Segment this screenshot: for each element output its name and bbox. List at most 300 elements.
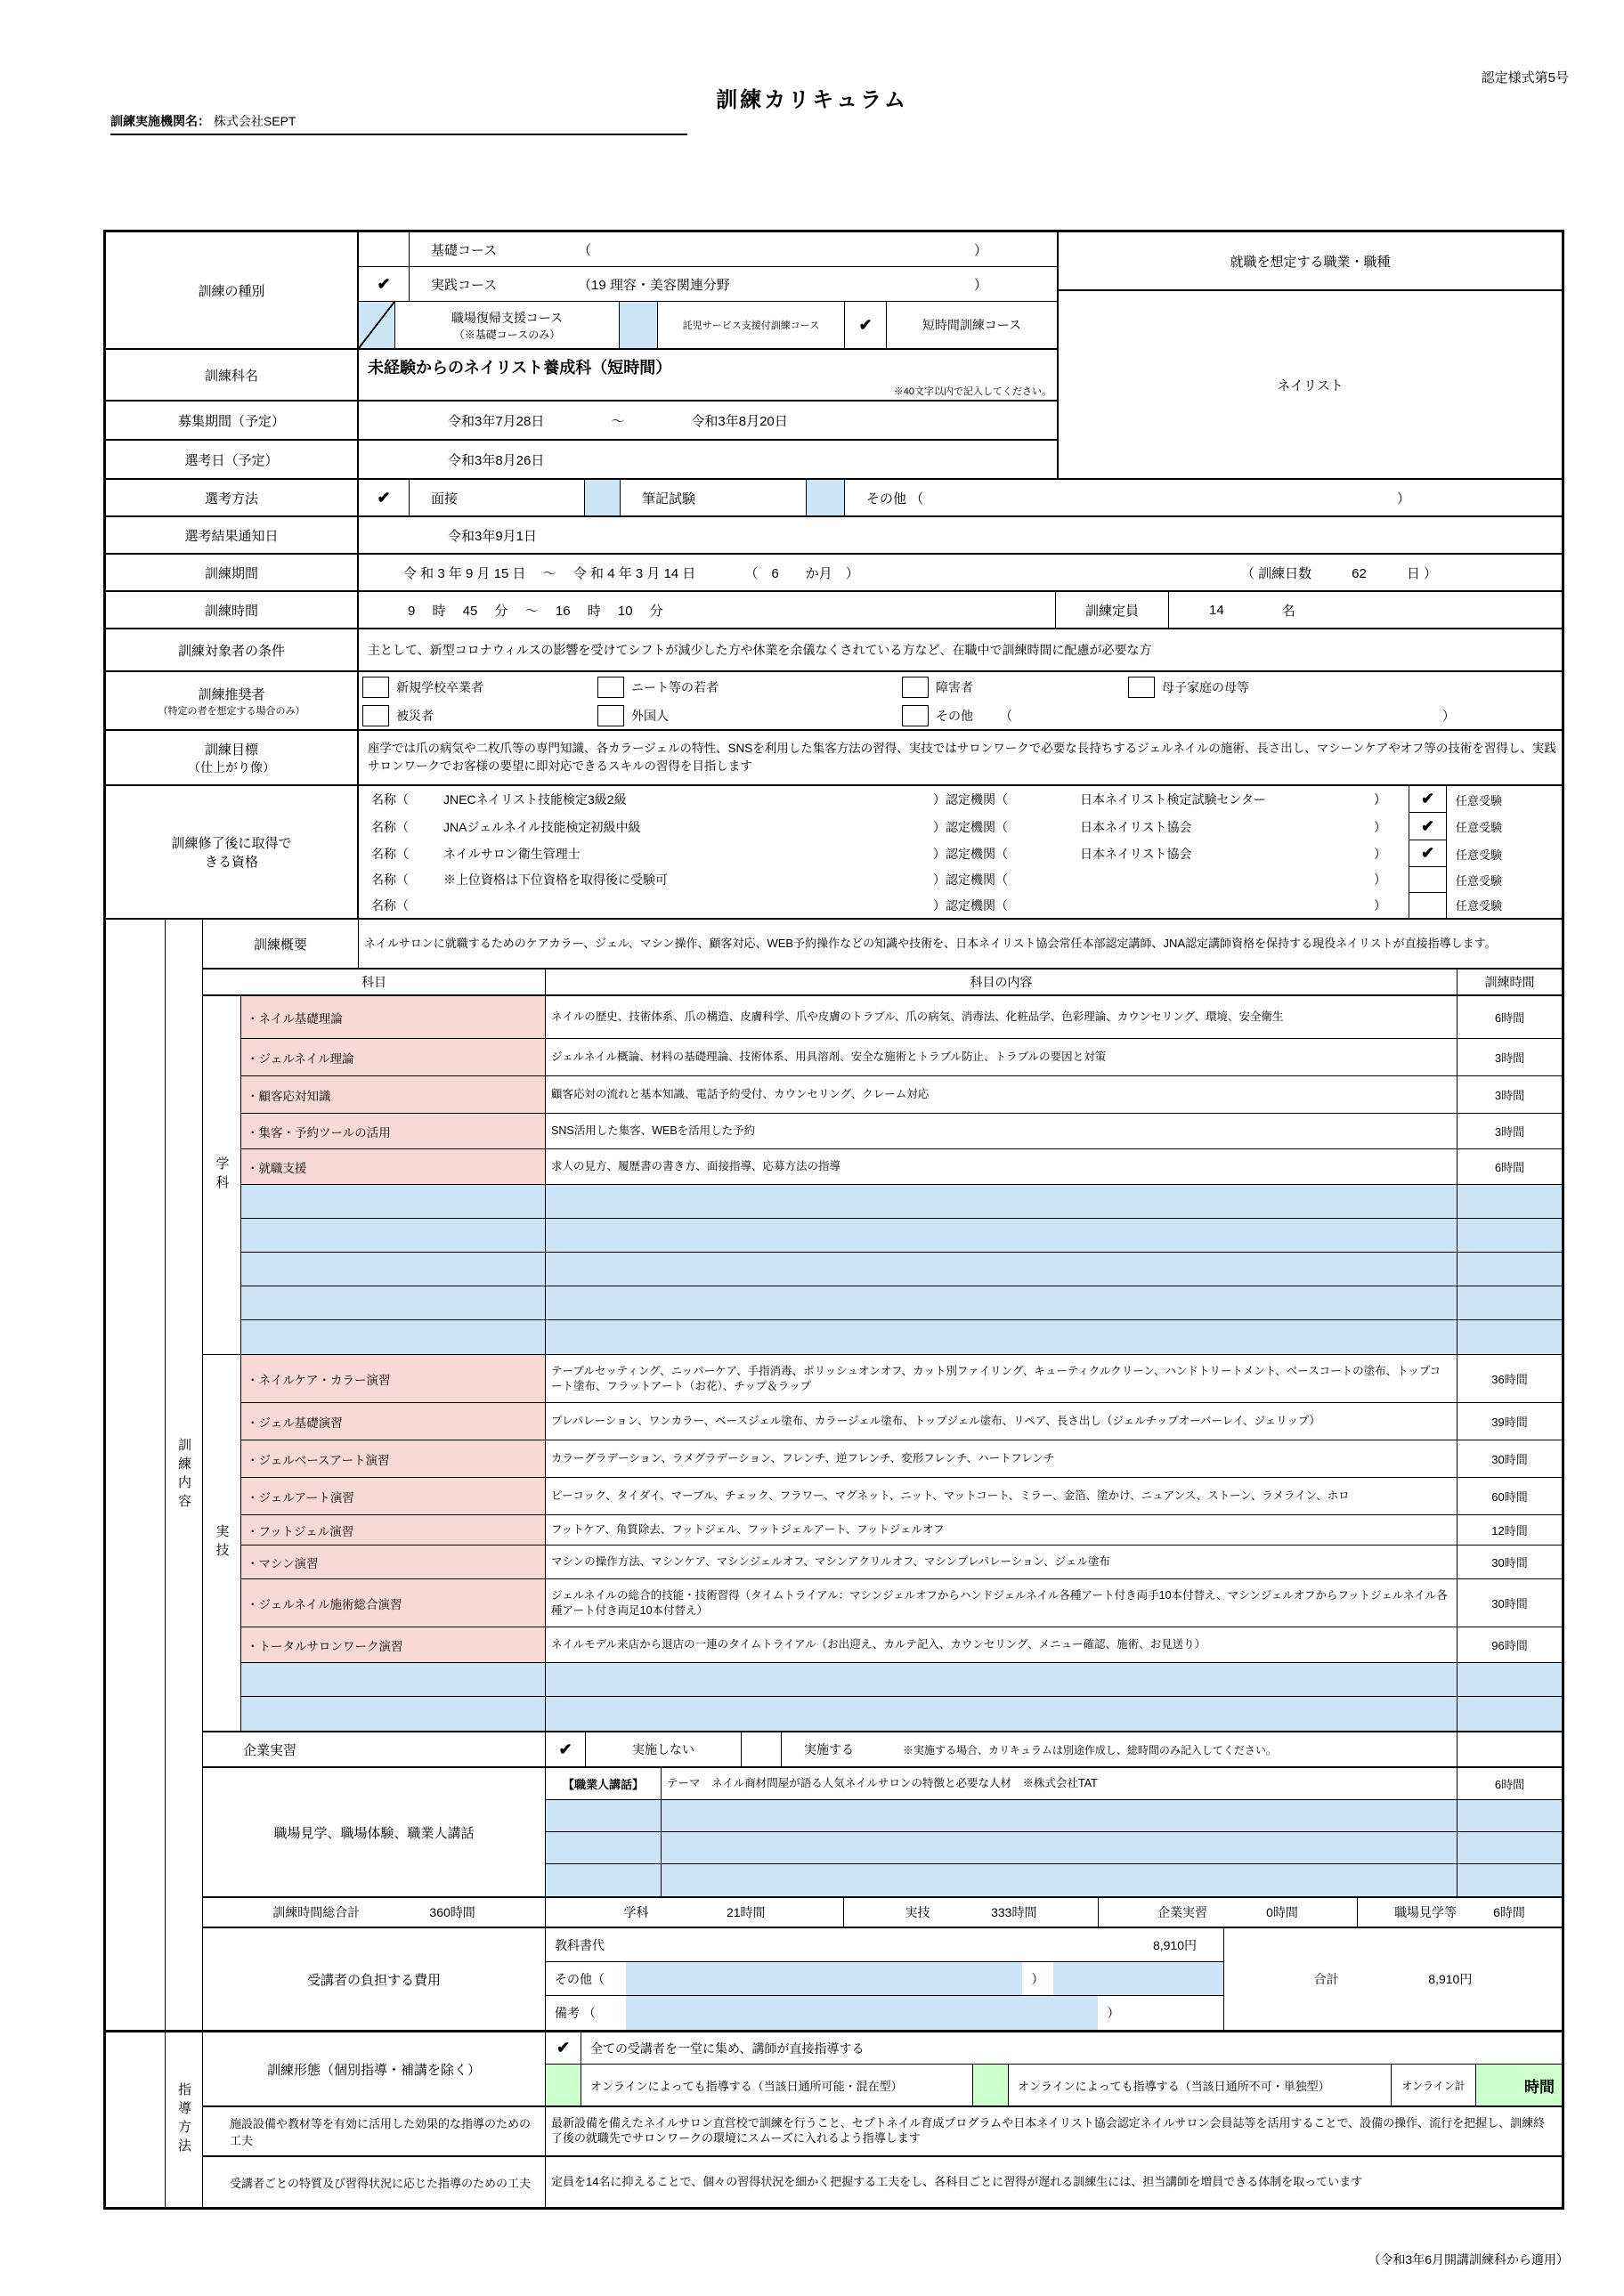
selection-method-row: [106, 480, 1562, 517]
subject-hours: 39時間: [1491, 1416, 1528, 1429]
facility-row: [203, 2107, 1562, 2157]
internship-yes-checkbox[interactable]: [742, 1732, 782, 1766]
shorttime-checkbox[interactable]: [845, 302, 887, 348]
qual-org-open: ）認定機関（: [933, 792, 1008, 807]
childcare-checkbox[interactable]: [620, 302, 658, 348]
col-hours-header: 訓練時間: [1484, 975, 1535, 989]
qual-org[interactable]: [1080, 893, 1374, 918]
lecture-tag: 【職業人講話】: [546, 1768, 662, 1799]
paren-close: ）: [1442, 708, 1455, 723]
qualifications-label: 訓練修了後に取得できる資格: [171, 836, 292, 870]
subject-content: テーブルセッティング、ニッパーケア、手指消毒、ポリッシュオンオフ、カット別ファイリング、キューティクルクリーン、ハンドトリートメント、ベースコートの塗布、トップコート塗布、フラットアート（お花）、チップ＆ラップ: [546, 1355, 1458, 1402]
main-form-table: [103, 230, 1564, 2210]
online-total-input[interactable]: [1476, 2065, 1562, 2105]
qualifications-label-cell: [106, 786, 359, 918]
foreigner-checkbox[interactable]: [597, 705, 624, 726]
capacity-value: 14: [1209, 602, 1224, 618]
qual-name[interactable]: [443, 893, 933, 918]
internship-hours: [1458, 1732, 1562, 1766]
qual-name[interactable]: ネイルサロン衛生管理士: [443, 847, 581, 862]
table-row: [241, 1627, 1562, 1663]
subject-hours: 60時間: [1491, 1490, 1528, 1504]
online1-checkbox[interactable]: [546, 2065, 581, 2105]
written-label: 筆記試験: [621, 480, 807, 515]
course-name-cell[interactable]: [359, 350, 1057, 400]
course-name-note: ※40文字以内で記入してください。: [893, 386, 1052, 397]
recommended-sublabel: （特定の者を想定する場合のみ）: [158, 705, 305, 717]
written-checkbox[interactable]: [585, 480, 621, 515]
online-total-label: オンライン計: [1392, 2065, 1476, 2105]
lecture-hours: 6時間: [1494, 1778, 1525, 1791]
cost-total-cell: [1223, 1928, 1562, 2030]
course-name-row: [106, 350, 1057, 402]
subject-hours: 3時間: [1494, 1125, 1525, 1139]
other-target-label: その他: [936, 708, 973, 723]
capacity-unit: 名: [1281, 603, 1295, 619]
lecture-row: [546, 1768, 1562, 1800]
totals-gakka-label: 学科: [623, 1905, 649, 1919]
lecture-text: テーマ ネイル商材問屋が語る人気ネイルサロンの特徴と必要な人材 ※株式会社TAT: [662, 1768, 1458, 1799]
costs-block: [203, 1928, 1562, 2030]
training-days: （ 訓練日数 62 日 ）: [1240, 565, 1437, 581]
table-row: [241, 1076, 1562, 1114]
totals-row: [203, 1898, 1562, 1928]
qual-name[interactable]: JNECネイリスト技能検定3級2級: [443, 792, 627, 807]
totals-gakka-cell: [546, 1898, 844, 1927]
qual-name-open: 名称（: [371, 819, 409, 834]
interview-checkbox[interactable]: [359, 480, 410, 515]
org-label: 訓練実施機関名：: [110, 114, 210, 128]
recommended-line1: [359, 672, 1562, 702]
practice-course-row: [359, 267, 1057, 302]
textbook-label: 教科書代: [555, 1937, 605, 1952]
overview-row: [203, 920, 1562, 970]
other-method-label: その他 （: [866, 491, 924, 507]
totals-label-cell: [203, 1898, 546, 1927]
result-date-cell[interactable]: [359, 517, 1562, 553]
empty-visit-row[interactable]: [546, 1800, 1562, 1832]
individual-text: 定員を14名に抑えることで、個々の習得状況を細かく把握する工夫をし、各科目ごとに習得が遅れる訓練生には、担当講師を増員できる体制を取っています: [551, 2174, 1363, 2188]
check-mark: ✔: [556, 2039, 571, 2057]
table-row: [241, 1355, 1562, 1403]
qualification-row: [359, 867, 1562, 892]
selection-date-cell[interactable]: [359, 441, 1057, 478]
qual-optional-checkbox[interactable]: [1409, 786, 1447, 813]
subject-name: ・フットジェル演習: [241, 1515, 546, 1545]
jitsugi-label-cell: [203, 1355, 241, 1731]
qual-close: ）: [1374, 897, 1386, 913]
subject-name: ・ジェルネイル施術総合演習: [241, 1579, 546, 1627]
result-date-value: 令和3年9月1日: [448, 528, 538, 544]
subject-name: ・トータルサロンワーク演習: [241, 1627, 546, 1662]
org-line: [110, 112, 687, 135]
basic-course-label: 基礎コース: [431, 242, 498, 258]
qual-optional-label: 任意受験: [1456, 873, 1503, 888]
table-row: [241, 996, 1562, 1039]
training-hours-cell[interactable]: [359, 592, 1056, 628]
subject-hours: 96時間: [1491, 1639, 1528, 1652]
overview-text: ネイルサロンに就職するためのケアカラー、ジェル、マシン操作、顧客対応、WEB予約操作などの知識や技術を、日本ネイリスト協会常任本部認定講師、JNA認定講師資格を保持する現役ネイリストが直接指導します。: [364, 936, 1497, 950]
single-mother-label: 母子家庭の母等: [1162, 679, 1249, 694]
qual-optional-label: 任意受験: [1456, 848, 1503, 862]
qual-name[interactable]: JNAジェルネイル技能検定初級中級: [443, 819, 641, 834]
selection-date-row: [106, 441, 1057, 478]
career-column: [1057, 232, 1562, 478]
qual-close: ）: [1374, 872, 1386, 888]
capacity-cell[interactable]: [1169, 592, 1562, 628]
career-value: ネイリスト: [1277, 377, 1344, 393]
check-mark: ✔: [377, 488, 391, 507]
paren-open: （: [1000, 708, 1012, 723]
grad-checkbox[interactable]: [362, 677, 389, 698]
recommended-row: [106, 672, 1562, 731]
empty-subject-row[interactable]: [241, 1219, 1562, 1253]
memo-label: 備考 （: [555, 2006, 596, 2020]
recruit-period-label: 募集期間（予定）: [106, 402, 359, 439]
qual-name-open: 名称（: [371, 792, 409, 807]
qual-name-open: 名称（: [371, 897, 409, 913]
subject-content: 顧客応対の流れと基本知識、電話予約受付、カウンセリング、クレーム対応: [546, 1076, 1458, 1113]
totals-visit-cell: [1358, 1898, 1562, 1927]
subject-content: カラーグラデーション、ラメグラデーション、フレンチ、逆フレンチ、変形フレンチ、ハートフレンチ: [546, 1440, 1458, 1477]
check-mark: ✔: [1420, 844, 1435, 863]
jitsugi-label: 実技: [214, 1524, 230, 1562]
top-block: [106, 232, 1562, 480]
memo-input[interactable]: [626, 1996, 1098, 2030]
totals-value: 360時間: [429, 1905, 475, 1919]
subject-content: プレパレーション、ワンカラー、ベースジェル塗布、カラージェル塗布、トップジェル塗布、リペア、長さ出し（ジェルチップオーバーレイ、ジェリップ）: [546, 1403, 1458, 1440]
table-row: [241, 1114, 1562, 1149]
subject-name: ・就職支援: [241, 1149, 546, 1184]
totals-intern-label: 企業実習: [1157, 1905, 1208, 1919]
page-title: 訓練カリキュラム: [716, 88, 908, 112]
reemploy-checkbox[interactable]: [359, 302, 395, 348]
training-period-label: 訓練期間: [106, 555, 359, 590]
other-method-close: ）: [1396, 491, 1410, 507]
subject-name: ・ジェルネイル理論: [241, 1039, 546, 1075]
subject-hours: 6時間: [1494, 1161, 1525, 1174]
qual-org-open: ）認定機関（: [933, 872, 1008, 888]
internship-row: [203, 1732, 1562, 1768]
reemploy-course: [395, 302, 620, 348]
table-row: [241, 1403, 1562, 1440]
subject-content: 求人の見方、履歴書の書き方、面接指導、応募方法の指導: [546, 1149, 1458, 1184]
empty-subject-row[interactable]: [241, 1320, 1562, 1354]
subject-hours: 3時間: [1494, 1089, 1525, 1102]
qual-close: ）: [1374, 819, 1386, 834]
visits-label: 職場見学、職場体験、職業人講話: [203, 1768, 546, 1896]
selection-date-label: 選考日（予定）: [106, 441, 359, 478]
subject-content: SNS活用した集客、WEBを活用した予約: [546, 1114, 1458, 1148]
left-gutter: [106, 920, 166, 2030]
curriculum-section-label: 訓練内容: [176, 1437, 191, 1513]
form-number: 認定様式第5号: [1481, 70, 1569, 85]
empty-subject-row[interactable]: [241, 1663, 1562, 1697]
internship-yes-cell: [782, 1732, 1458, 1766]
internship-yes-label: 実施する: [804, 1742, 854, 1756]
paren-close: ）: [974, 242, 988, 258]
guidance-section: [106, 2030, 1562, 2207]
subject-name: ・集客・予約ツールの活用: [241, 1114, 546, 1148]
subject-hours: 30時間: [1491, 1556, 1528, 1570]
totals-jitsugi-cell: [844, 1898, 1099, 1927]
internship-no-checkbox[interactable]: [546, 1732, 586, 1766]
memo-close: ）: [1107, 2006, 1120, 2020]
qual-org-open: ）認定機関（: [933, 819, 1008, 834]
victim-label: 被災者: [396, 708, 434, 723]
neet-label: ニート等の若者: [631, 679, 719, 694]
subject-content: フットケア、角質除去、フットジェル、フットジェルアート、フットジェルオフ: [546, 1515, 1458, 1545]
subject-name: ・ネイルケア・カラー演習: [241, 1355, 546, 1402]
textbook-row: [546, 1928, 1223, 1962]
table-row: [241, 1546, 1562, 1579]
visits-block: [203, 1768, 1562, 1898]
recommended-label: 訓練推奨者: [198, 686, 265, 702]
basic-course-row: [359, 232, 1057, 267]
subject-content: マシンの操作方法、マシンケア、マシンジェルオフ、マシンアクリルオフ、マシンプレパレーション、ジェル塗布: [546, 1546, 1458, 1578]
tilde: ～: [611, 413, 625, 429]
other-target-checkbox[interactable]: [902, 705, 929, 726]
empty-subject-row[interactable]: [241, 1185, 1562, 1219]
qual-optional-label: 任意受験: [1456, 899, 1503, 913]
check-mark: ✔: [1420, 790, 1435, 808]
direct-checkbox[interactable]: [546, 2032, 581, 2064]
recruit-period-cell[interactable]: [359, 402, 1057, 439]
other-method-cell[interactable]: [845, 480, 1562, 515]
result-date-label: 選考結果通知日: [106, 517, 359, 553]
totals-intern-hours: 0時間: [1266, 1905, 1298, 1919]
goal-label-cell: [106, 731, 359, 784]
single-mother-checkbox[interactable]: [1128, 677, 1155, 698]
direct-label: 全ての受講者を一堂に集め、講師が直接指導する: [590, 2040, 865, 2056]
subject-name: ・ジェル基礎演習: [241, 1403, 546, 1440]
totals-jitsugi-hours: 333時間: [991, 1905, 1037, 1919]
subject-hours: 30時間: [1491, 1597, 1528, 1610]
course-type-row: [106, 232, 1057, 350]
other-cost-close: ）: [1031, 1971, 1044, 1986]
qual-org[interactable]: [1080, 867, 1374, 892]
training-period-months: （ 6 か月 ）: [744, 565, 859, 581]
totals-visit-hours: 6時間: [1493, 1905, 1525, 1919]
victim-checkbox[interactable]: [362, 705, 389, 726]
subject-hours: 6時間: [1494, 1011, 1525, 1025]
facility-text: 最新設備を備えたネイルサロン直営校で訓練を行うこと、セプトネイル育成プログラムや日本ネイリスト協会認定ネイルサロン会員誌等を活用することで、設備の操作、流行を把握し、訓練終了後の就職先でサロンワークの環境にスムーズに入れるよう指導します: [551, 2116, 1546, 2145]
recruit-period-row: [106, 402, 1057, 441]
basic-course-line: [410, 232, 1057, 266]
org-name: 株式会社SEPT: [213, 114, 296, 128]
qualification-row: [359, 840, 1562, 867]
subject-content: ジェルネイルの総合的技能・技術習得（タイムトライアル：マシンジェルオフからハンドジェルネイル各種アート付き両手10本付替え、マシンジェルオフからフットジェルネイル各種アート付き両足10本付替え）: [546, 1579, 1458, 1627]
individual-label: 受講者ごとの特質及び習得状況に応じた指導のための工夫: [203, 2157, 546, 2207]
col-content-header: 科目の内容: [546, 970, 1458, 994]
empty-subject-row[interactable]: [241, 1697, 1562, 1731]
other-cost-label: その他（: [555, 1971, 605, 1986]
target-value: 主として、新型コロナウィルスの影響を受けてシフトが減少した方や休業を余儀なくされている方など、在職中で訓練時間に配慮が必要な方: [368, 643, 1152, 657]
subject-table-header: [203, 970, 1562, 996]
direct-row: [546, 2032, 1562, 2065]
interview-label: 面接: [410, 480, 585, 515]
qualification-row: [359, 813, 1562, 840]
practice-course-checkbox[interactable]: [359, 267, 410, 301]
subject-name: ・ジェルベースアート演習: [241, 1440, 546, 1477]
career-header: 就職を想定する職業・職種: [1059, 232, 1562, 291]
subject-content: ジェルネイル概論、材料の基礎理論、技術体系、用具溶剤、安全な施術とトラブル防止、トラブルの要因と対策: [546, 1039, 1458, 1075]
other-cost-input[interactable]: [626, 1962, 1022, 1995]
recruit-from: 令和3年7月28日: [448, 413, 545, 429]
capacity-label: 訓練定員: [1056, 592, 1169, 628]
course-name-value: 未経験からのネイリスト養成科（短時間）: [368, 359, 672, 377]
curriculum-section: [106, 920, 1562, 2030]
training-period-value: 令 和 3 年 9 月 15 日 ～ 令 和 4 年 3 月 14 日: [403, 565, 696, 581]
table-row: [241, 1515, 1562, 1546]
other-course-row: [359, 302, 1057, 348]
totals-intern-cell: [1099, 1898, 1358, 1927]
guidance-section-label: 指導方法: [176, 2082, 191, 2157]
guidance-section-label-cell: [166, 2032, 203, 2207]
selection-date-value: 令和3年8月26日: [448, 452, 545, 468]
training-period-row: [106, 555, 1562, 592]
training-hours-label: 訓練時間: [106, 592, 359, 628]
other-method-checkbox[interactable]: [807, 480, 845, 515]
overview-label: 訓練概要: [203, 920, 359, 968]
costs-label: 受講者の負担する費用: [203, 1928, 546, 2030]
empty-subject-row[interactable]: [241, 1253, 1562, 1286]
gakka-label-cell: [203, 996, 241, 1354]
practice-course-value[interactable]: 19 理容・美容関連分野: [591, 277, 730, 293]
facility-label: 施設設備や教材等を有効に活用した効果的な指導のための工夫: [203, 2107, 546, 2155]
qual-org-open: ）認定機関（: [933, 897, 1008, 913]
check-mark: ✔: [858, 315, 873, 334]
online-row: [546, 2065, 1562, 2105]
neet-checkbox[interactable]: [597, 677, 624, 698]
subject-hours: 12時間: [1491, 1524, 1528, 1537]
qual-optional-checkbox[interactable]: [1409, 813, 1447, 840]
subject-hours: 30時間: [1491, 1453, 1528, 1466]
subject-content: ネイルの歴史、技術体系、爪の構造、皮膚科学、爪や皮膚のトラブル、爪の病気、消毒法、化粧品学、色彩理論、カウンセリング、環境、安全衛生: [546, 996, 1458, 1038]
totals-visit-label: 職場見学等: [1394, 1905, 1458, 1919]
practice-course-label: 実践コース: [431, 277, 498, 293]
empty-visit-row[interactable]: [546, 1864, 1562, 1896]
subject-name: ・ネイル基礎理論: [241, 996, 546, 1038]
childcare-course-label: 託児サービス支援付訓練コース: [658, 302, 845, 348]
training-period-cell[interactable]: [359, 555, 1562, 590]
other-target-cell: [936, 702, 1562, 729]
table-row: [241, 1039, 1562, 1076]
recruit-to: 令和3年8月20日: [691, 413, 788, 429]
internship-note: ※実施する場合、カリキュラムは別途作成し、総時間のみ記入してください。: [903, 1743, 1277, 1756]
qual-optional-checkbox[interactable]: [1409, 840, 1447, 867]
internship-label: 企業実習: [203, 1732, 546, 1766]
totals-label: 訓練時間総合計: [272, 1905, 361, 1919]
recommended-line2: [359, 702, 1562, 729]
qual-optional-checkbox[interactable]: [1409, 893, 1447, 918]
qual-name-open: 名称（: [371, 847, 409, 862]
curriculum-section-label-cell: [166, 920, 203, 2030]
course-name-label: 訓練科名: [106, 350, 359, 400]
totals-gakka-hours: 21時間: [726, 1905, 766, 1919]
course-type-label: 訓練の種別: [106, 232, 359, 348]
subject-content: ネイルモデル来店から退店の一連のタイムトライアル（お出迎え、カルテ記入、カウンセリング、メニュー確認、施術、お見送り）: [546, 1627, 1458, 1662]
table-row: [241, 1149, 1562, 1185]
check-mark: ✔: [558, 1740, 572, 1758]
online1-label: オンラインによっても指導する（当該日通所可能・混在型）: [581, 2065, 973, 2105]
reemploy-note: （※基礎コースのみ）: [453, 328, 561, 341]
basic-course-checkbox[interactable]: [359, 232, 410, 266]
qual-close: ）: [1374, 847, 1386, 862]
training-hours-row: [106, 592, 1562, 629]
paren-close: ）: [974, 277, 988, 293]
disabled-checkbox[interactable]: [902, 677, 929, 698]
qualification-row: [359, 786, 1562, 813]
qual-close: ）: [1374, 792, 1386, 807]
goal-label: 訓練目標: [204, 742, 258, 758]
training-hours-value: 9 時 45 分 ～ 16 時 10 分: [408, 603, 663, 619]
check-mark: ✔: [1420, 816, 1435, 835]
cost-total-label: 合計: [1313, 1972, 1339, 1986]
selection-method-label: 選考方法: [106, 480, 359, 515]
goal-value: 座学では爪の病気や二枚爪等の専門知識、各カラージェルの特性、SNSを利用した集客方法の習得、実技ではサロンワークで必要な長持ちするジェルネイルの施術、長さ出し、マシーンケアやオフ等の技術を習得し、実践サロンワークでお客様の要望に即対応できるスキルの習得を目指します: [368, 742, 1556, 773]
qual-name[interactable]: ※上位資格は下位資格を取得後に受験可: [443, 872, 668, 888]
footer-note: （令和3年6月開講訓練科から適用）: [1368, 2252, 1569, 2267]
table-row: [241, 1579, 1562, 1627]
qual-org[interactable]: 日本ネイリスト検定試験センター: [1080, 792, 1266, 807]
subject-content: ピーコック、タイダイ、マーブル、チェック、フラワー、マグネット、ニット、マットコート、ミラー、金箔、塗かけ、ニュアンス、ストーン、ラメライン、ホロ: [546, 1478, 1458, 1514]
qualification-row: [359, 893, 1562, 918]
col-subject-header: 科目: [203, 970, 546, 994]
paren-open: （: [578, 277, 592, 293]
qual-org-open: ）認定機関（: [933, 847, 1008, 862]
paren-open: （: [578, 242, 592, 258]
subject-hours: 3時間: [1494, 1051, 1525, 1065]
individual-row: [203, 2157, 1562, 2207]
qual-org[interactable]: 日本ネイリスト協会: [1080, 819, 1192, 834]
internship-no-label: 実施しない: [586, 1732, 742, 1766]
subject-hours: 36時間: [1491, 1373, 1528, 1386]
online2-label: オンラインによっても指導する（当該日通所不可・単独型）: [1009, 2065, 1392, 2105]
goal-sublabel: （仕上がり像）: [188, 759, 275, 775]
other-cost-row: [546, 1962, 1223, 1996]
cost-total-value: 8,910円: [1428, 1972, 1473, 1986]
format-label: 訓練形態（個別指導・補講を除く）: [203, 2032, 546, 2105]
jitsugi-block: [203, 1355, 1562, 1732]
empty-visit-row[interactable]: [546, 1832, 1562, 1864]
recommended-label-cell: [106, 672, 359, 729]
online2-checkbox[interactable]: [973, 2065, 1009, 2105]
textbook-value: 8,910円: [1152, 1937, 1197, 1952]
online-total-unit: 時間: [1524, 2078, 1555, 2096]
goal-row: [106, 731, 1562, 786]
foreigner-label: 外国人: [631, 708, 669, 723]
empty-subject-row[interactable]: [241, 1286, 1562, 1320]
format-block: [203, 2032, 1562, 2107]
gakka-label: 学科: [214, 1156, 230, 1194]
memo-row: [546, 1996, 1223, 2030]
qual-optional-label: 任意受験: [1456, 793, 1503, 807]
check-mark: ✔: [377, 274, 391, 293]
target-label: 訓練対象者の条件: [106, 629, 359, 670]
totals-jitsugi-label: 実技: [905, 1905, 930, 1919]
result-date-row: [106, 517, 1562, 555]
qual-name-open: 名称（: [371, 872, 409, 888]
grad-label: 新規学校卒業者: [396, 679, 483, 694]
subject-name: ・マシン演習: [241, 1546, 546, 1578]
qual-org[interactable]: 日本ネイリスト協会: [1080, 847, 1192, 862]
qual-optional-checkbox[interactable]: [1409, 867, 1447, 892]
gakka-block: [203, 996, 1562, 1355]
shorttime-course-label: 短時間訓練コース: [922, 318, 1022, 332]
other-cost-input2[interactable]: [1053, 1962, 1223, 1995]
target-row: [106, 629, 1562, 672]
